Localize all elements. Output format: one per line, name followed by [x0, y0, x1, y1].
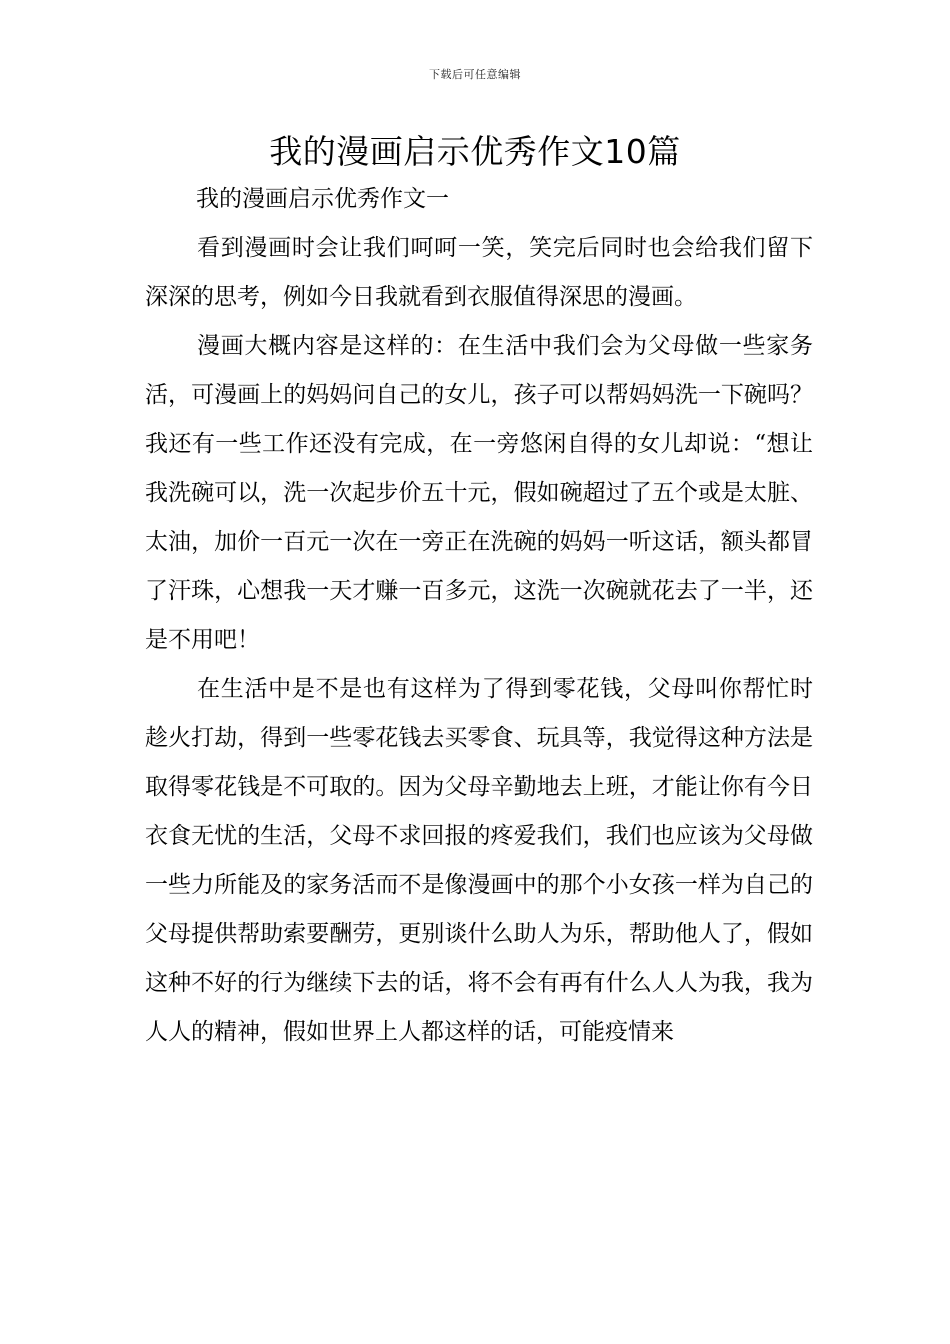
document-title: 我的漫画启示优秀作文10篇	[269, 132, 681, 171]
essay-body	[145, 224, 813, 1057]
section-heading: 我的漫画启示优秀作文一	[196, 186, 449, 212]
paragraph: 看到漫画时会让我们呵呵一笑，笑完后同时也会给我们留下深深的思考，例如今日我就看到衣服值得深思的漫画。	[145, 235, 813, 310]
header-note: 下载后可任意编辑	[429, 68, 521, 81]
paragraph: 在生活中是不是也有这样为了得到零花钱，父母叫你帮忙时趁火打劫，得到一些零花钱去买零食、玩具等，我觉得这种方法是取得零花钱是不可取的。因为父母辛勤地去上班，才能让你有今日衣食无忧的生活，父母不求回报的疼爱我们，我们也应该为父母做一些力所能及的家务活而不是像漫画中的那个小女孩一样为自己的父母提供帮助索要酬劳，更别谈什么助人为乐，帮助他人了，假如这种不好的行为继续下去的话，将不会有再有什么人人为我，我为人人的精神，假如世界上人都这样的话，可能疫情来	[145, 676, 813, 1045]
paragraph: 漫画大概内容是这样的：在生活中我们会为父母做一些家务活，可漫画上的妈妈问自己的女儿，孩子可以帮妈妈洗一下碗吗？我还有一些工作还没有完成，在一旁悠闲自得的女儿却说：“想让我洗碗可以，洗一次起步价五十元，假如碗超过了五个或是太脏、太油，加价一百元一次在一旁正在洗碗的妈妈一听这话，额头都冒了汗珠，心想我一天才赚一百多元，这洗一次碗就花去了一半，还是不用吧！	[145, 333, 813, 653]
